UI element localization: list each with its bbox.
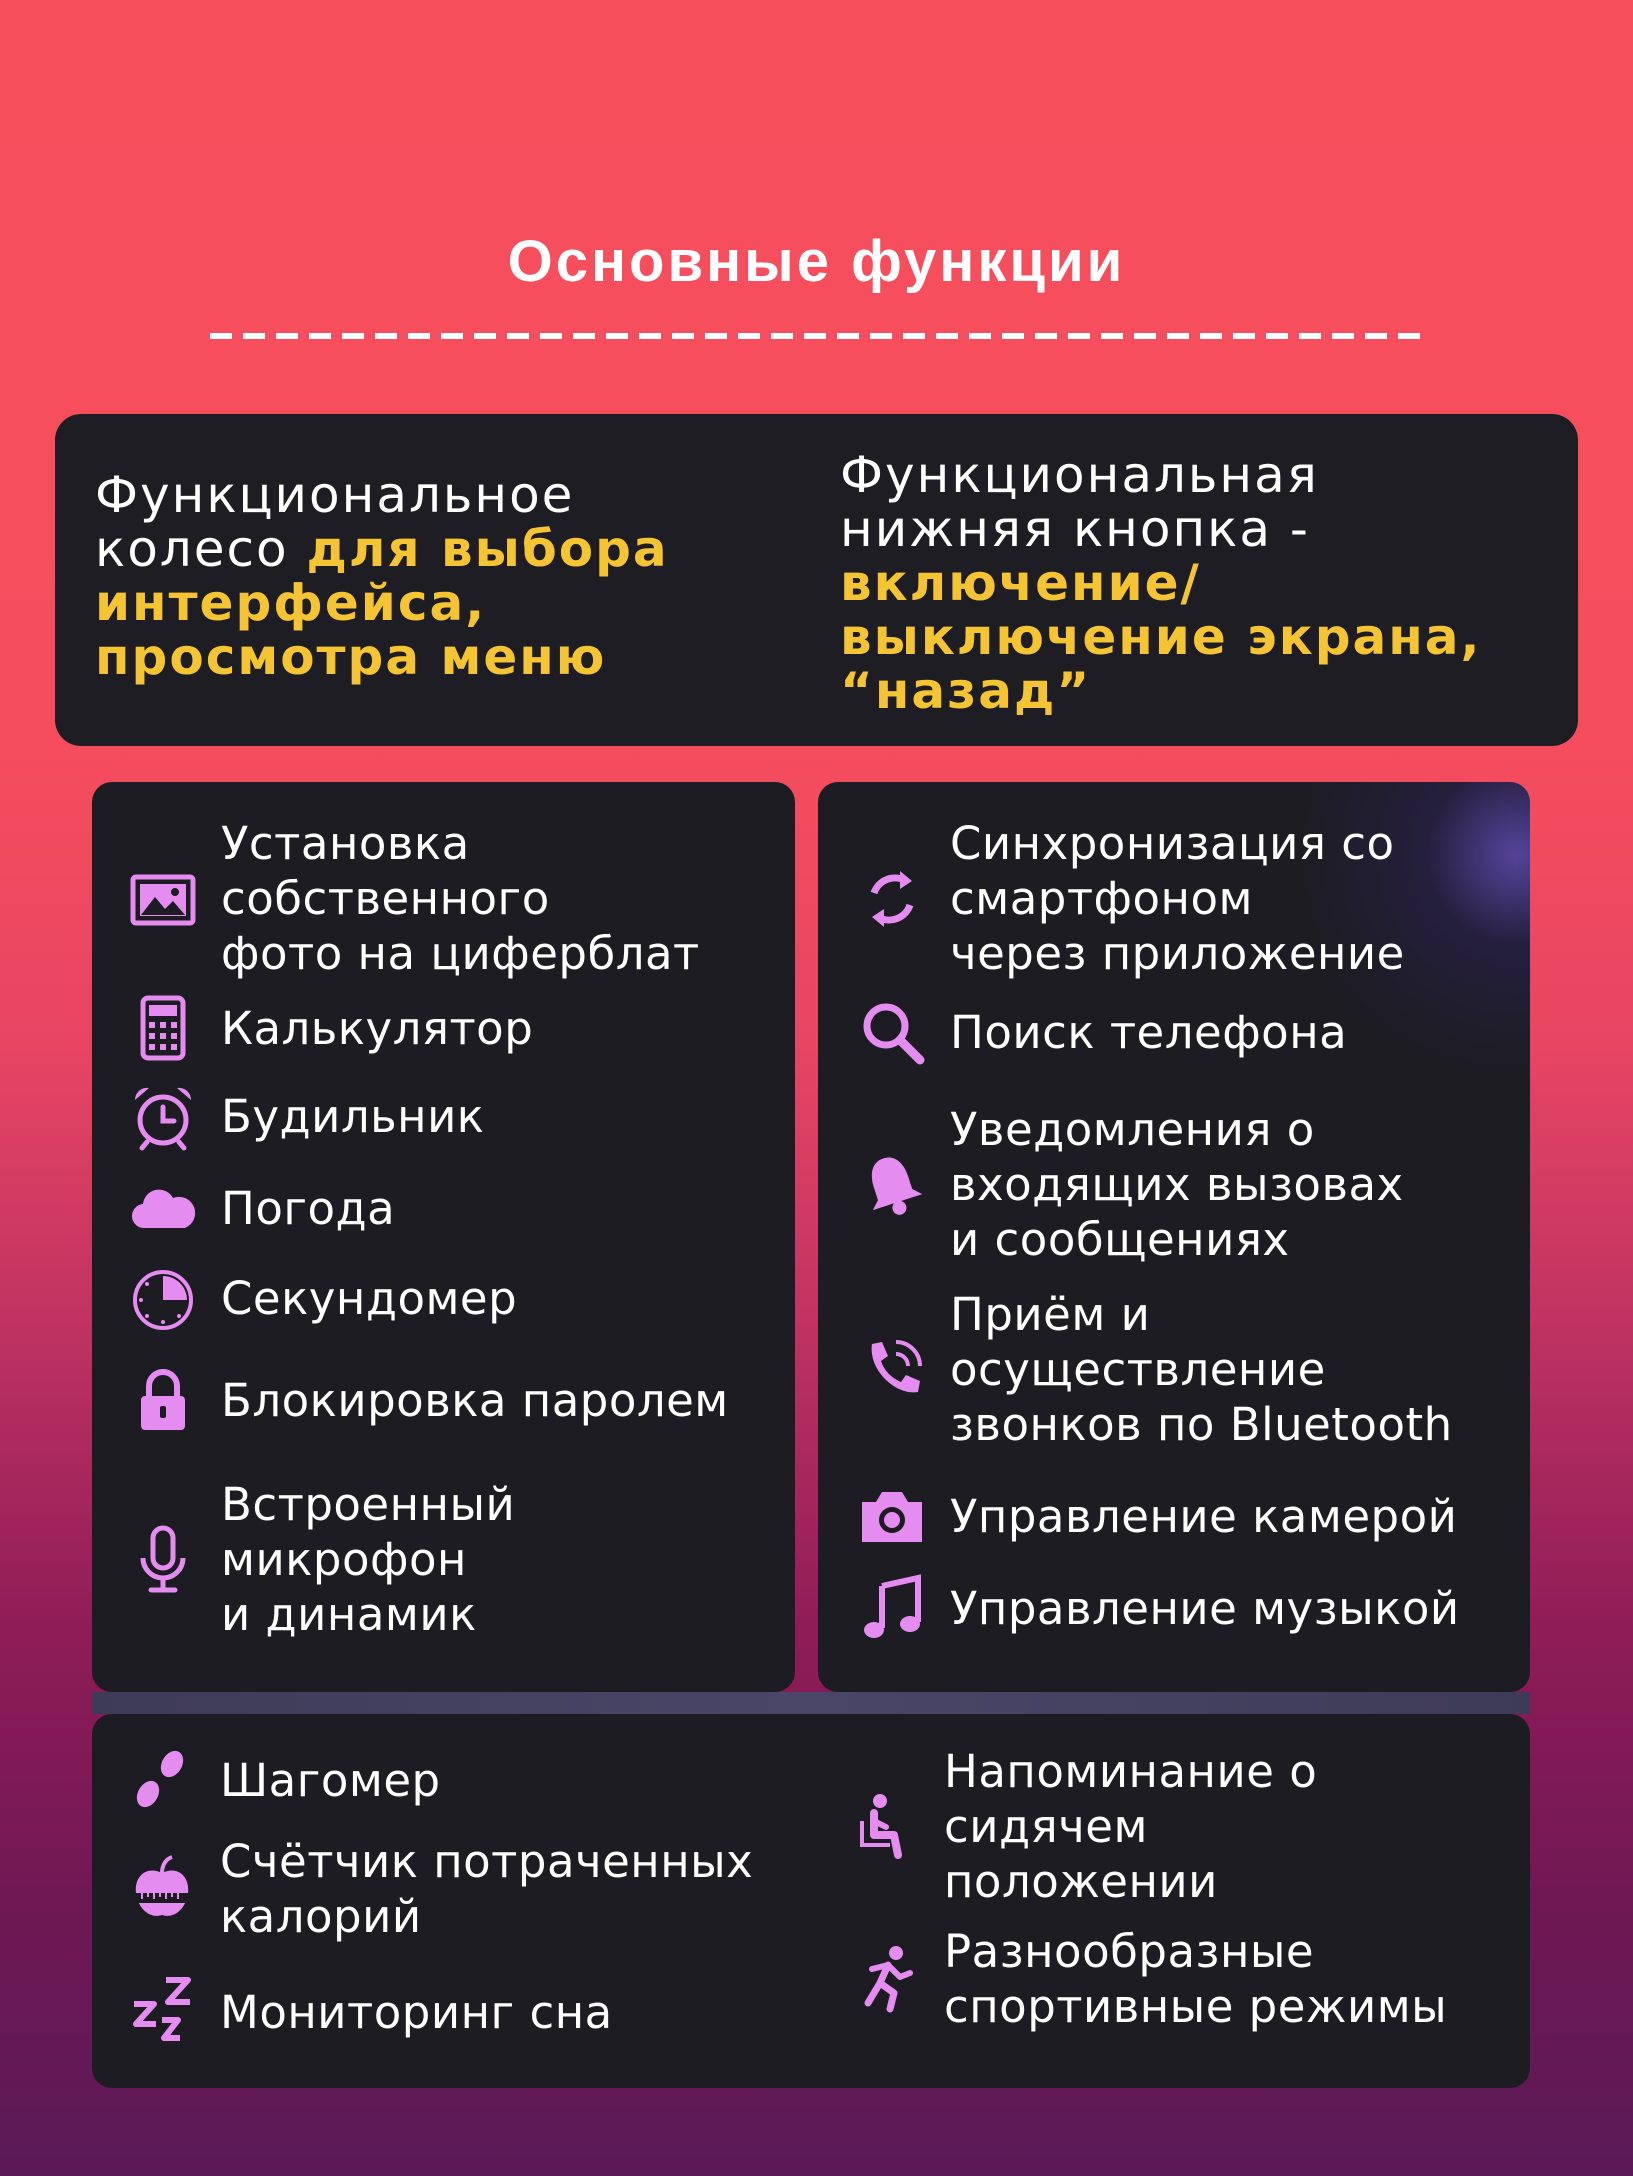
wheel-description xyxy=(95,468,795,684)
feature-item-sync xyxy=(856,816,1405,981)
feature-text: Приём и осуществление звонков по Bluetooth xyxy=(950,1288,1453,1451)
feature-text: Мониторинг сна xyxy=(220,1985,613,2039)
wheel-description-highlight: для выбора интерфейса, просмотра меню xyxy=(95,520,669,686)
feature-item-camera xyxy=(856,1480,1457,1552)
page-title: Основные функции xyxy=(507,229,1126,294)
button-description-highlight: включение/ выключение экрана, “назад” xyxy=(840,554,1482,720)
features-panel-right xyxy=(818,782,1530,1692)
feature-item-stopwatch xyxy=(127,1262,517,1334)
alarm-clock-icon xyxy=(127,1080,199,1152)
feature-text: Блокировка паролем xyxy=(221,1373,729,1427)
button-description xyxy=(840,448,1560,718)
feature-text: Управление музыкой xyxy=(950,1581,1460,1635)
feature-text: Поиск телефона xyxy=(950,1005,1348,1059)
feature-item-calories xyxy=(126,1834,753,1944)
lock-icon xyxy=(127,1364,199,1436)
bell-icon xyxy=(856,1149,928,1221)
feature-text: Уведомления о входящих вызовах и сообщениях xyxy=(950,1103,1404,1266)
feature-text: Счётчик потраченных калорий xyxy=(220,1835,754,1943)
image-icon xyxy=(127,863,199,935)
feature-item-music xyxy=(856,1572,1460,1644)
panel-divider xyxy=(92,1692,1530,1714)
feature-item-sport-modes xyxy=(850,1924,1447,2034)
feature-text: Шагомер xyxy=(220,1753,441,1807)
feature-item-sleep xyxy=(126,1976,613,2048)
cloud-icon xyxy=(127,1172,199,1244)
features-panel-bottom xyxy=(92,1714,1530,2088)
feature-item-find-phone xyxy=(856,996,1347,1068)
feature-text: Погода xyxy=(221,1181,396,1235)
feature-text: Калькулятор xyxy=(221,1001,534,1055)
microphone-icon xyxy=(127,1524,199,1596)
feature-text: Будильник xyxy=(221,1089,485,1143)
apple-scale-icon xyxy=(126,1853,198,1925)
feature-item-calculator xyxy=(127,992,533,1064)
feature-item-pedometer xyxy=(126,1744,441,1816)
sitting-person-icon xyxy=(850,1791,922,1863)
feature-item-notifications xyxy=(856,1102,1404,1267)
feature-item-photo xyxy=(127,816,700,981)
feature-text: Управление камерой xyxy=(950,1489,1458,1543)
calculator-icon xyxy=(127,992,199,1064)
sync-icon xyxy=(856,863,928,935)
camera-icon xyxy=(856,1480,928,1552)
dashed-divider xyxy=(210,333,1423,339)
wheel-description-plain: Функциональное колесо xyxy=(95,466,575,578)
sleep-icon xyxy=(126,1976,198,2048)
features-panel-left xyxy=(92,782,795,1692)
feature-item-weather xyxy=(127,1172,395,1244)
search-icon xyxy=(856,996,928,1068)
feature-text: Секундомер xyxy=(221,1271,518,1325)
feature-text: Встроенный микрофон и динамик xyxy=(221,1478,516,1641)
feature-item-lock xyxy=(127,1364,729,1436)
feature-item-microphone xyxy=(127,1477,515,1642)
feature-item-alarm xyxy=(127,1080,485,1152)
music-note-icon xyxy=(856,1572,928,1644)
feature-text: Установка собственного фото на циферблат xyxy=(221,817,700,980)
running-person-icon xyxy=(850,1943,922,2015)
feature-item-sitting-reminder xyxy=(850,1744,1317,1909)
phone-call-icon xyxy=(856,1334,928,1406)
feature-text: Разнообразные спортивные режимы xyxy=(944,1925,1448,2033)
button-description-plain: Функциональная нижняя кнопка - xyxy=(840,446,1319,558)
stopwatch-icon xyxy=(127,1262,199,1334)
feature-text: Напоминание о сидячем положении xyxy=(944,1745,1318,1908)
feature-text: Синхронизация со смартфоном через приложение xyxy=(950,817,1405,980)
feature-item-calls xyxy=(856,1287,1453,1452)
buttons-info-card xyxy=(55,414,1578,746)
footsteps-icon xyxy=(126,1744,198,1816)
